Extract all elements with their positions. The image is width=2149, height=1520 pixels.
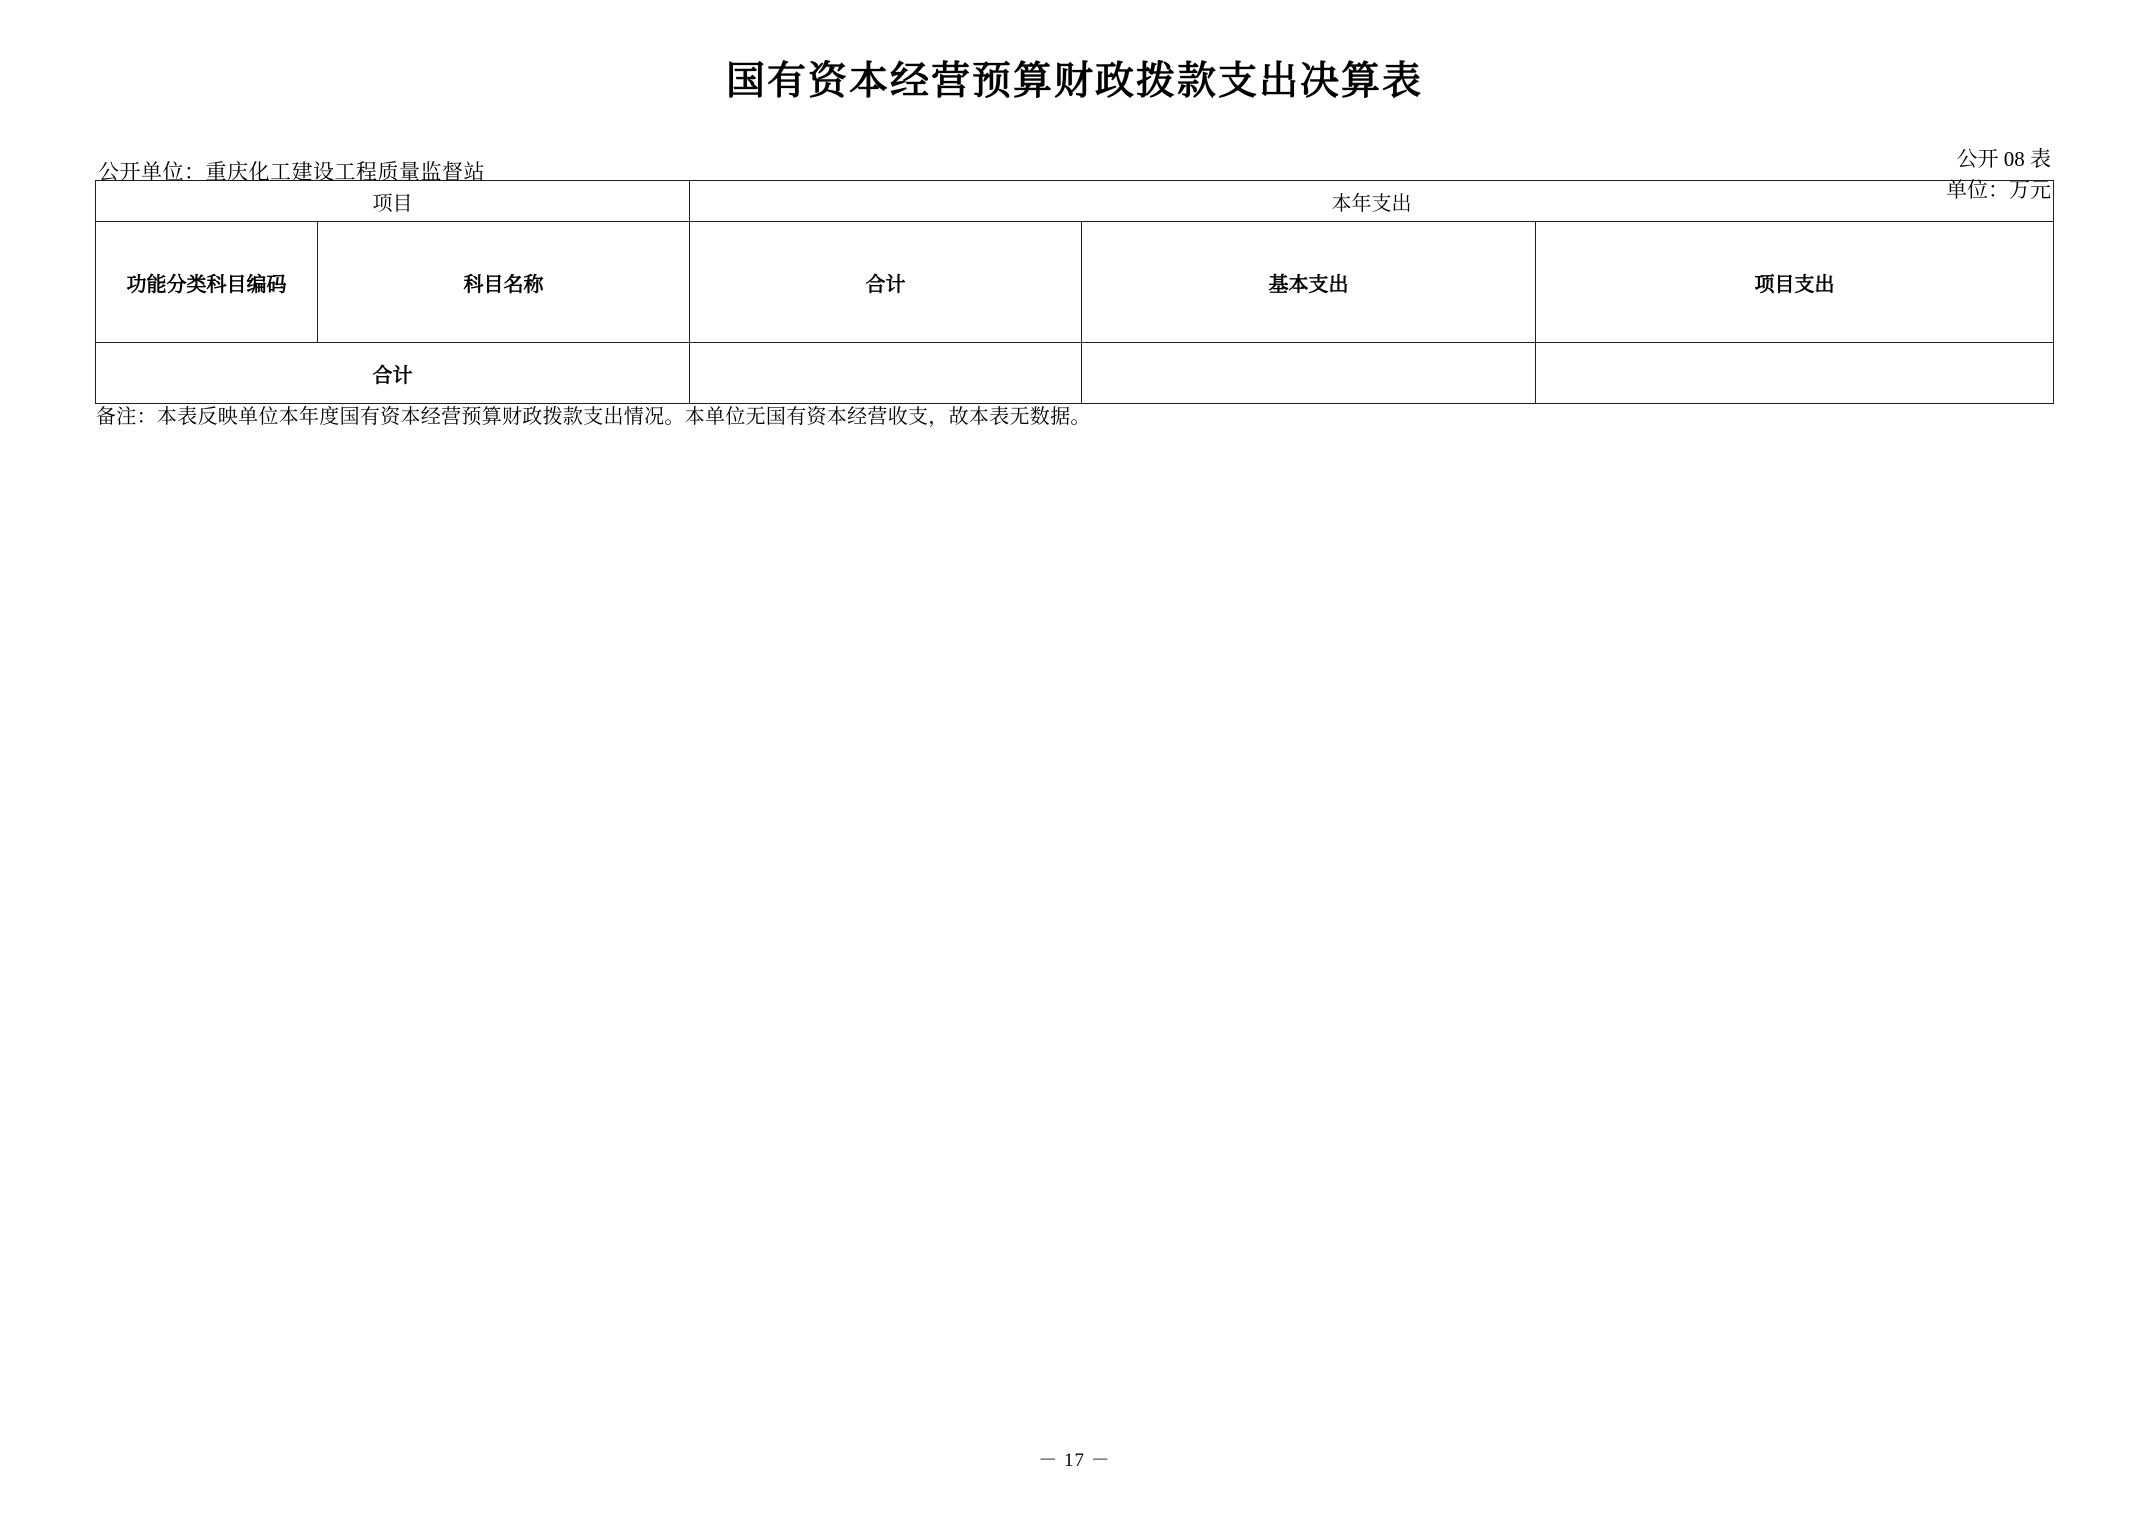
total-row-total-value — [690, 343, 1082, 404]
column-header-subject-name: 科目名称 — [318, 222, 690, 343]
page-number: － 17 － — [1038, 1450, 1111, 1471]
total-row-label: 合计 — [96, 343, 690, 404]
table-header-row — [96, 222, 2054, 343]
column-header-project-expenditure: 项目支出 — [1536, 222, 2054, 343]
header-current-year-expenditure: 本年支出 — [690, 181, 2054, 222]
total-row-project-value — [1536, 343, 2054, 404]
table-note: 备注：本表反映单位本年度国有资本经营预算财政拨款支出情况。本单位无国有资本经营收支，故本表无数据。 — [96, 406, 1091, 428]
header-project: 项目 — [96, 181, 690, 222]
amount-unit: 单位：万元 — [1946, 178, 2051, 202]
publishing-unit: 公开单位：重庆化工建设工程质量监督站 — [98, 160, 485, 184]
page-title: 国有资本经营预算财政拨款支出决算表 — [725, 60, 1423, 103]
table-header-group-row — [96, 181, 2054, 222]
column-header-function-code: 功能分类科目编码 — [96, 222, 318, 343]
total-row-basic-value — [1082, 343, 1536, 404]
table-row — [96, 343, 2054, 404]
column-header-basic-expenditure: 基本支出 — [1082, 222, 1536, 343]
form-number: 公开 08 表 — [1956, 147, 2051, 171]
column-header-total: 合计 — [690, 222, 1082, 343]
budget-table — [95, 180, 2054, 404]
